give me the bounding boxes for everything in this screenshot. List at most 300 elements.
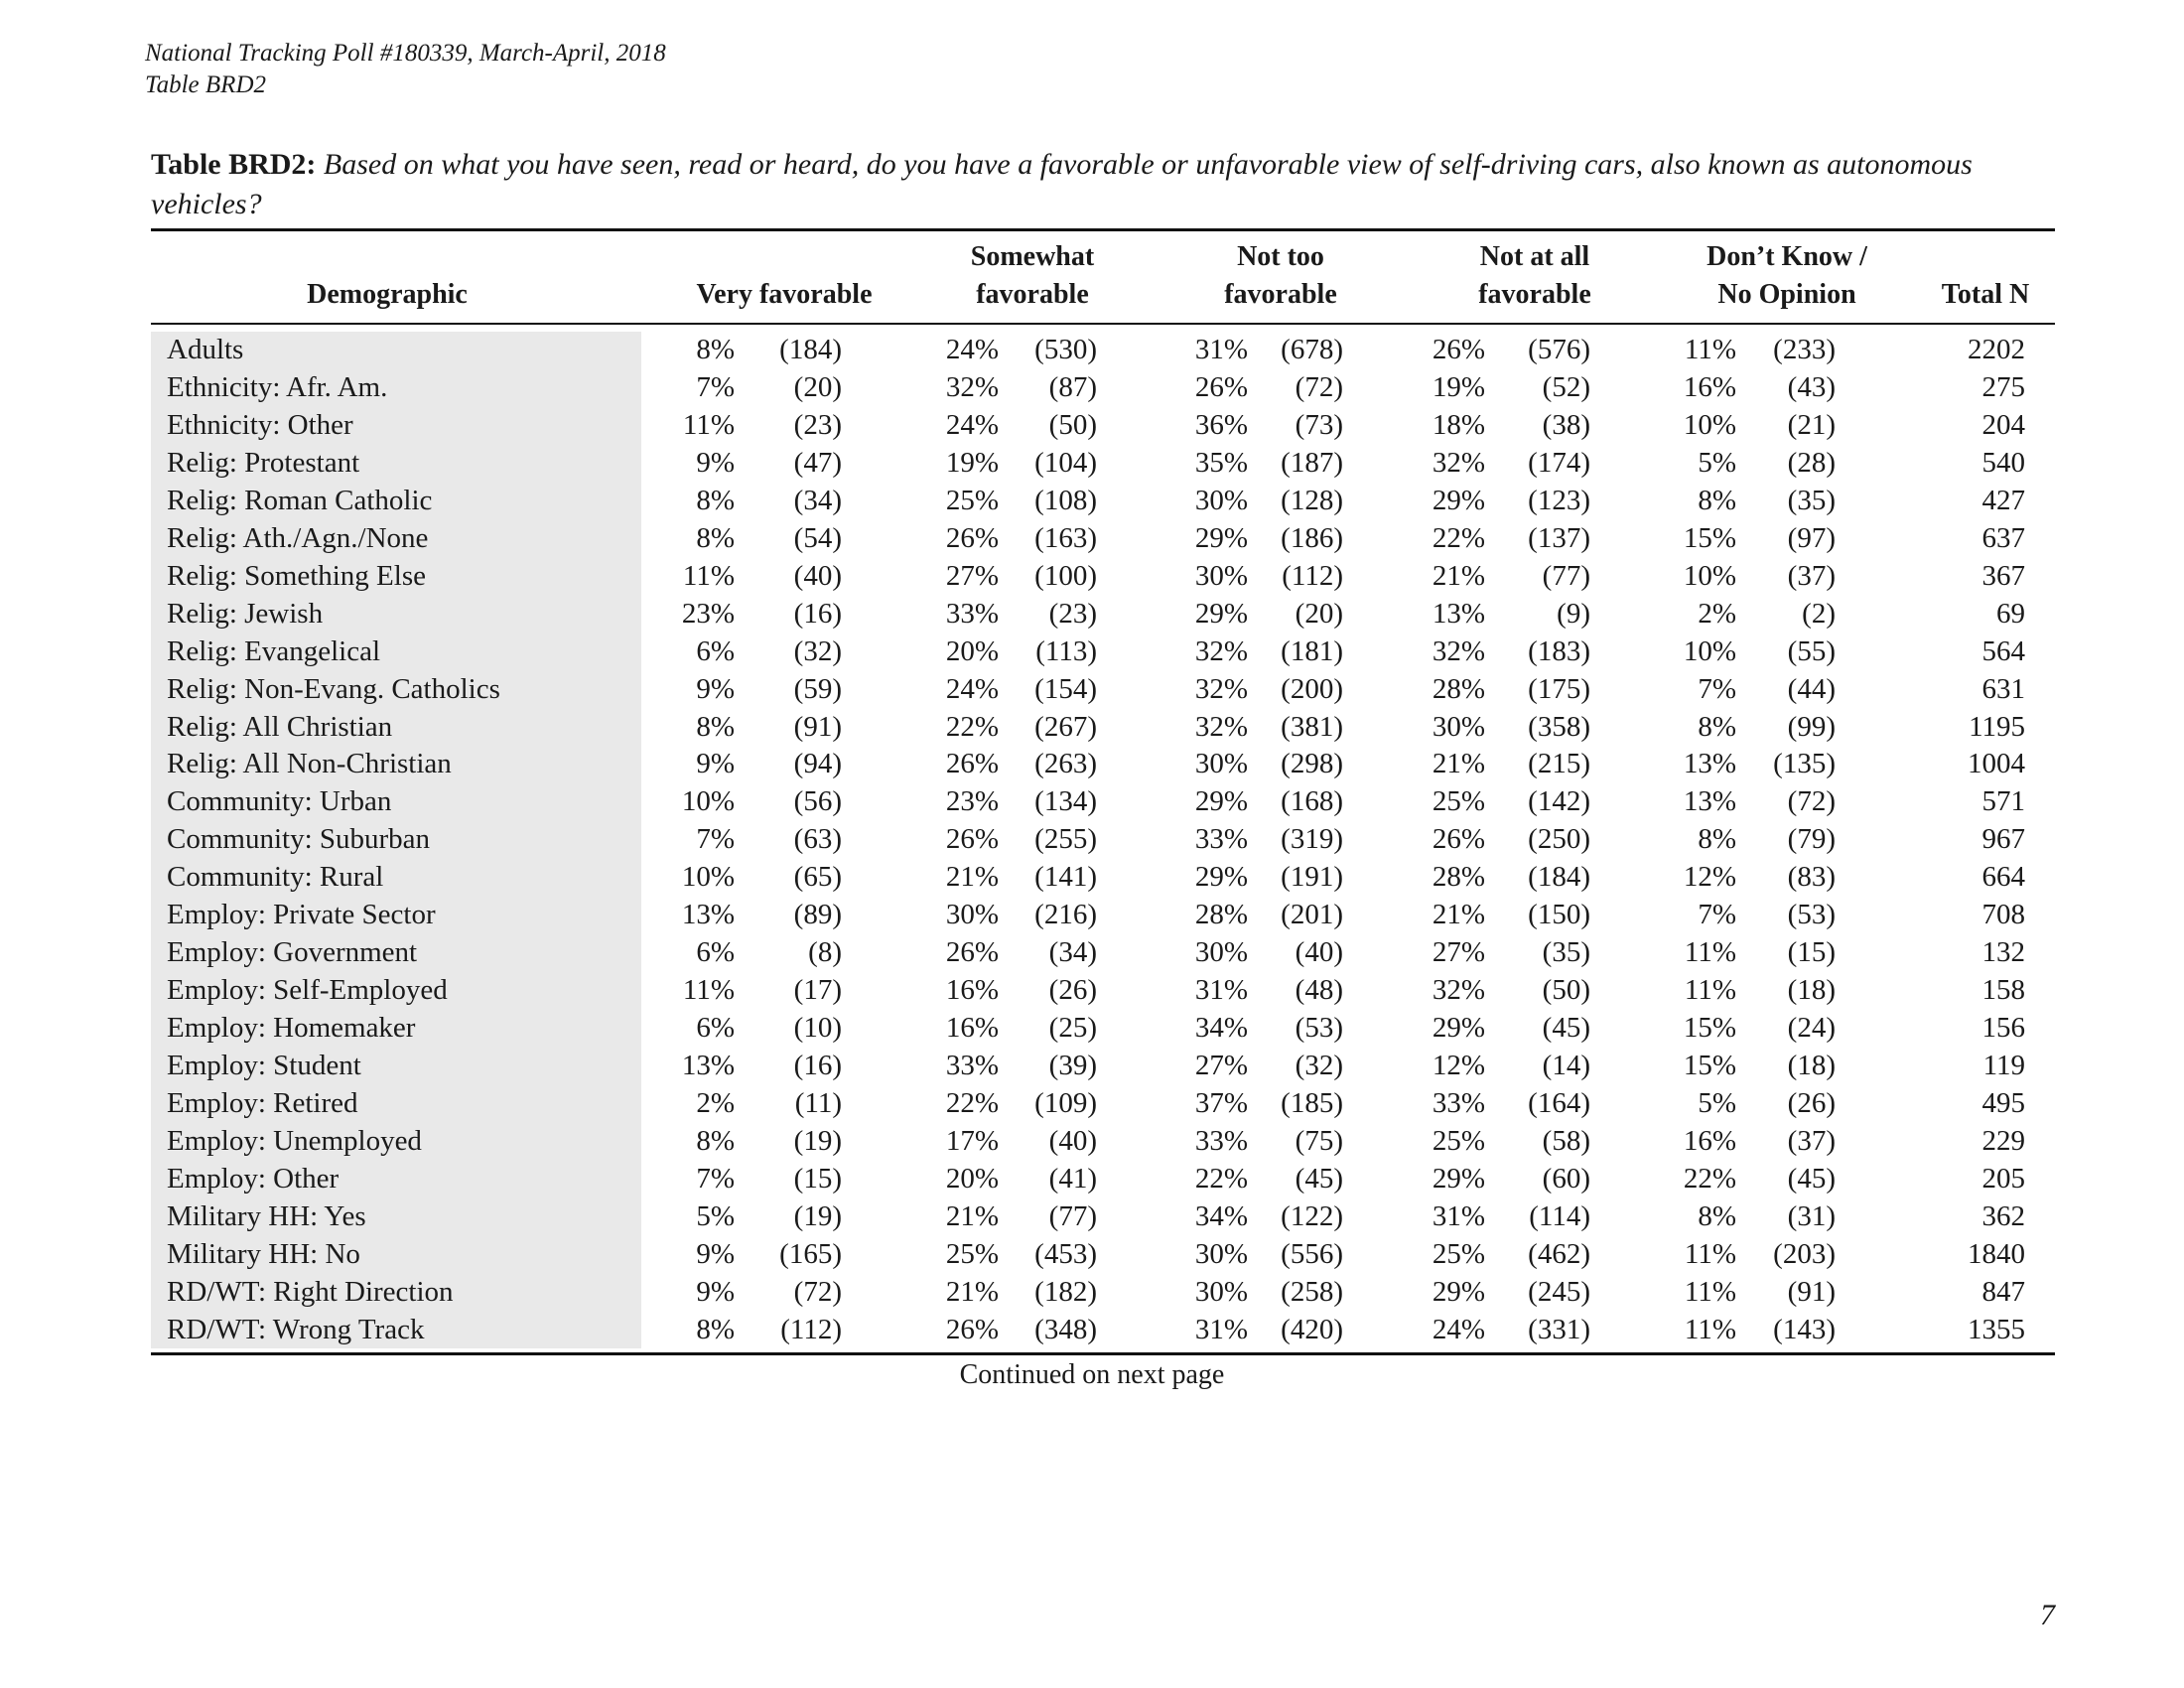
cell-count: (185) bbox=[1281, 1087, 1343, 1119]
cell-percent: 10% bbox=[1683, 559, 1736, 592]
cell-percent: 32% bbox=[1432, 446, 1485, 479]
cell-count: (154) bbox=[1034, 672, 1097, 705]
row-demographic-label: Community: Urban bbox=[167, 785, 392, 818]
cell-count: (24) bbox=[1787, 1012, 1836, 1045]
caption-question: Based on what you have seen, read or heard, do you have a favorable or unfavorable view of self-driving cars, also known as autonomous vehicles? bbox=[151, 148, 1973, 220]
cell-count: (23) bbox=[793, 408, 842, 441]
cell-percent: 36% bbox=[1194, 408, 1248, 441]
cell-count: (58) bbox=[1542, 1124, 1590, 1157]
cell-percent: 11% bbox=[1684, 334, 1736, 365]
cell-percent: 6% bbox=[696, 936, 735, 969]
cell-percent: 26% bbox=[945, 823, 999, 856]
row-demographic-label: Ethnicity: Other bbox=[167, 408, 353, 441]
cell-percent: 11% bbox=[1684, 1313, 1736, 1345]
cell-count: (28) bbox=[1787, 446, 1836, 479]
cell-count: (87) bbox=[1048, 370, 1097, 403]
cell-count: (556) bbox=[1281, 1237, 1343, 1270]
cell-percent: 7% bbox=[1698, 899, 1736, 931]
cell-percent: 27% bbox=[1432, 936, 1485, 969]
cell-percent: 27% bbox=[945, 559, 999, 592]
cell-percent: 23% bbox=[681, 597, 735, 630]
cell-count: (40) bbox=[793, 559, 842, 592]
table-row bbox=[0, 708, 2184, 746]
col-header-somewhat-favorable bbox=[913, 238, 1152, 314]
cell-count: (41) bbox=[1048, 1162, 1097, 1195]
cell-percent: 9% bbox=[696, 748, 735, 780]
row-demographic-label: Employ: Unemployed bbox=[167, 1124, 422, 1157]
table-row bbox=[0, 1084, 2184, 1122]
table-row bbox=[0, 331, 2184, 368]
cell-count: (14) bbox=[1542, 1050, 1590, 1082]
cell-count: (18) bbox=[1787, 1050, 1836, 1082]
cell-total-n: 367 bbox=[1981, 559, 2025, 592]
cell-percent: 32% bbox=[1194, 672, 1248, 705]
cell-percent: 30% bbox=[1194, 1275, 1248, 1308]
cell-percent: 24% bbox=[945, 672, 999, 705]
cell-count: (163) bbox=[1034, 521, 1097, 554]
row-demographic-label: Relig: Something Else bbox=[167, 559, 426, 592]
table-row bbox=[0, 1311, 2184, 1348]
cell-percent: 7% bbox=[696, 823, 735, 856]
col-header-line: favorable bbox=[976, 279, 1089, 310]
cell-percent: 22% bbox=[945, 1087, 999, 1119]
cell-count: (348) bbox=[1034, 1313, 1097, 1345]
cell-count: (2) bbox=[1802, 597, 1836, 630]
cell-count: (18) bbox=[1787, 974, 1836, 1007]
col-header-line: Somewhat bbox=[970, 241, 1095, 272]
cell-percent: 19% bbox=[945, 446, 999, 479]
cell-percent: 10% bbox=[681, 785, 735, 818]
col-header-line: favorable bbox=[1478, 279, 1591, 310]
cell-percent: 34% bbox=[1194, 1012, 1248, 1045]
cell-percent: 8% bbox=[696, 334, 735, 365]
col-header-line: Not too bbox=[1237, 241, 1324, 272]
cell-count: (137) bbox=[1528, 521, 1590, 554]
table-row bbox=[0, 896, 2184, 933]
top-rule bbox=[151, 228, 2055, 231]
cell-count: (258) bbox=[1281, 1275, 1343, 1308]
cell-count: (174) bbox=[1528, 446, 1590, 479]
row-demographic-label: Relig: All Christian bbox=[167, 710, 393, 743]
cell-percent: 16% bbox=[1683, 1124, 1736, 1157]
cell-count: (47) bbox=[793, 446, 842, 479]
table-row bbox=[0, 1235, 2184, 1273]
cell-percent: 13% bbox=[1683, 748, 1736, 780]
cell-percent: 11% bbox=[682, 974, 735, 1007]
cell-total-n: 204 bbox=[1981, 408, 2025, 441]
cell-count: (135) bbox=[1773, 748, 1836, 780]
cell-percent: 13% bbox=[681, 899, 735, 931]
cell-percent: 34% bbox=[1194, 1199, 1248, 1232]
cell-percent: 9% bbox=[696, 1275, 735, 1308]
cell-count: (143) bbox=[1773, 1313, 1836, 1345]
cell-percent: 18% bbox=[1432, 408, 1485, 441]
cell-total-n: 362 bbox=[1981, 1199, 2025, 1232]
header-rule bbox=[151, 323, 2055, 325]
cell-count: (19) bbox=[793, 1124, 842, 1157]
cell-percent: 29% bbox=[1194, 521, 1248, 554]
cell-percent: 9% bbox=[696, 1237, 735, 1270]
cell-count: (79) bbox=[1787, 823, 1836, 856]
cell-percent: 29% bbox=[1432, 1012, 1485, 1045]
row-demographic-label: Employ: Self-Employed bbox=[167, 974, 448, 1007]
cell-count: (91) bbox=[793, 710, 842, 743]
cell-percent: 29% bbox=[1432, 484, 1485, 516]
cell-count: (44) bbox=[1787, 672, 1836, 705]
cell-count: (20) bbox=[793, 370, 842, 403]
cell-percent: 23% bbox=[945, 785, 999, 818]
cell-count: (72) bbox=[793, 1275, 842, 1308]
row-demographic-label: Relig: All Non-Christian bbox=[167, 748, 452, 780]
cell-count: (267) bbox=[1034, 710, 1097, 743]
col-header-line: favorable bbox=[1224, 279, 1337, 310]
row-demographic-label: Relig: Ath./Agn./None bbox=[167, 521, 429, 554]
col-header-not-at-all-favorable bbox=[1416, 238, 1654, 314]
cell-count: (53) bbox=[1787, 899, 1836, 931]
cell-percent: 25% bbox=[1432, 1237, 1485, 1270]
row-demographic-label: RD/WT: Wrong Track bbox=[167, 1313, 425, 1345]
table-row bbox=[0, 557, 2184, 595]
cell-count: (245) bbox=[1528, 1275, 1590, 1308]
table-row bbox=[0, 933, 2184, 971]
cell-total-n: 631 bbox=[1981, 672, 2025, 705]
cell-percent: 8% bbox=[696, 710, 735, 743]
row-demographic-label: Employ: Other bbox=[167, 1162, 340, 1195]
cell-count: (186) bbox=[1281, 521, 1343, 554]
cell-percent: 33% bbox=[945, 1050, 999, 1082]
caption-label: Table BRD2: bbox=[151, 148, 317, 181]
cell-percent: 16% bbox=[1683, 370, 1736, 403]
cell-count: (97) bbox=[1787, 521, 1836, 554]
cell-percent: 11% bbox=[682, 559, 735, 592]
cell-percent: 30% bbox=[1194, 748, 1248, 780]
cell-count: (16) bbox=[793, 597, 842, 630]
cell-count: (181) bbox=[1281, 634, 1343, 667]
cell-count: (65) bbox=[793, 861, 842, 894]
cell-count: (576) bbox=[1528, 334, 1590, 365]
cell-count: (10) bbox=[793, 1012, 842, 1045]
cell-percent: 13% bbox=[1683, 785, 1736, 818]
cell-percent: 11% bbox=[682, 408, 735, 441]
cell-count: (17) bbox=[793, 974, 842, 1007]
cell-count: (112) bbox=[780, 1313, 842, 1345]
cell-count: (34) bbox=[1048, 936, 1097, 969]
cell-percent: 5% bbox=[1698, 1087, 1736, 1119]
cell-count: (37) bbox=[1787, 1124, 1836, 1157]
cell-count: (26) bbox=[1787, 1087, 1836, 1119]
cell-count: (55) bbox=[1787, 634, 1836, 667]
cell-count: (358) bbox=[1528, 710, 1590, 743]
cell-count: (72) bbox=[1787, 785, 1836, 818]
cell-count: (26) bbox=[1048, 974, 1097, 1007]
cell-percent: 16% bbox=[945, 974, 999, 1007]
cell-count: (113) bbox=[1035, 634, 1097, 667]
cell-percent: 31% bbox=[1194, 334, 1248, 365]
cell-percent: 22% bbox=[1683, 1162, 1736, 1195]
cell-count: (40) bbox=[1295, 936, 1343, 969]
cell-count: (43) bbox=[1787, 370, 1836, 403]
cell-percent: 6% bbox=[696, 1012, 735, 1045]
cell-count: (89) bbox=[793, 899, 842, 931]
cell-percent: 33% bbox=[1432, 1087, 1485, 1119]
cell-percent: 8% bbox=[1698, 1199, 1736, 1232]
cell-percent: 32% bbox=[1432, 634, 1485, 667]
table-row bbox=[0, 1160, 2184, 1197]
cell-percent: 31% bbox=[1194, 974, 1248, 1007]
cell-total-n: 637 bbox=[1981, 521, 2025, 554]
col-header-demographic: Demographic bbox=[307, 279, 468, 310]
cell-total-n: 158 bbox=[1981, 974, 2025, 1007]
col-header-not-too-favorable bbox=[1161, 238, 1400, 314]
cell-count: (381) bbox=[1281, 710, 1343, 743]
cell-total-n: 1840 bbox=[1968, 1237, 2025, 1270]
cell-total-n: 275 bbox=[1981, 370, 2025, 403]
cell-count: (23) bbox=[1048, 597, 1097, 630]
cell-count: (168) bbox=[1281, 785, 1343, 818]
cell-count: (50) bbox=[1048, 408, 1097, 441]
cell-percent: 24% bbox=[1432, 1313, 1485, 1345]
cell-count: (11) bbox=[794, 1087, 842, 1119]
cell-count: (77) bbox=[1048, 1199, 1097, 1232]
cell-count: (123) bbox=[1528, 484, 1590, 516]
cell-count: (94) bbox=[793, 748, 842, 780]
cell-percent: 32% bbox=[1194, 634, 1248, 667]
cell-percent: 26% bbox=[945, 748, 999, 780]
cell-percent: 2% bbox=[696, 1087, 735, 1119]
col-header-line: No Opinion bbox=[1717, 279, 1856, 310]
cell-percent: 22% bbox=[1194, 1162, 1248, 1195]
col-header-very-favorable: Very favorable bbox=[696, 279, 873, 310]
cell-count: (15) bbox=[1787, 936, 1836, 969]
row-demographic-label: Employ: Homemaker bbox=[167, 1012, 416, 1045]
cell-count: (165) bbox=[779, 1237, 842, 1270]
cell-percent: 11% bbox=[1684, 936, 1736, 969]
cell-percent: 28% bbox=[1194, 899, 1248, 931]
cell-total-n: 495 bbox=[1981, 1087, 2025, 1119]
cell-total-n: 1355 bbox=[1968, 1313, 2025, 1345]
row-demographic-label: Relig: Protestant bbox=[167, 446, 360, 479]
cell-percent: 7% bbox=[696, 1162, 735, 1195]
row-demographic-label: Relig: Evangelical bbox=[167, 634, 381, 667]
cell-percent: 25% bbox=[1432, 1124, 1485, 1157]
cell-total-n: 564 bbox=[1981, 634, 2025, 667]
cell-percent: 12% bbox=[1683, 861, 1736, 894]
cell-count: (122) bbox=[1281, 1199, 1343, 1232]
cell-percent: 30% bbox=[945, 899, 999, 931]
cell-total-n: 119 bbox=[1982, 1050, 2025, 1082]
cell-total-n: 69 bbox=[1996, 597, 2025, 630]
cell-percent: 8% bbox=[696, 484, 735, 516]
cell-count: (175) bbox=[1528, 672, 1590, 705]
cell-count: (128) bbox=[1281, 484, 1343, 516]
cell-percent: 24% bbox=[945, 334, 999, 365]
cell-count: (182) bbox=[1034, 1275, 1097, 1308]
cell-total-n: 427 bbox=[1981, 484, 2025, 516]
cell-count: (263) bbox=[1034, 748, 1097, 780]
cell-count: (34) bbox=[793, 484, 842, 516]
cell-count: (100) bbox=[1034, 559, 1097, 592]
cell-count: (8) bbox=[808, 936, 842, 969]
cell-count: (9) bbox=[1557, 597, 1590, 630]
poll-title: National Tracking Poll #180339, March-April, 2018 bbox=[145, 40, 666, 67]
cell-percent: 5% bbox=[1698, 446, 1736, 479]
cell-percent: 9% bbox=[696, 672, 735, 705]
cell-percent: 27% bbox=[1194, 1050, 1248, 1082]
row-demographic-label: Adults bbox=[167, 334, 244, 365]
row-demographic-label: Employ: Student bbox=[167, 1050, 361, 1082]
cell-count: (142) bbox=[1528, 785, 1590, 818]
col-header-line: Don’t Know / bbox=[1706, 241, 1867, 272]
table-row bbox=[0, 595, 2184, 633]
row-demographic-label: Military HH: Yes bbox=[167, 1199, 366, 1232]
col-header-line: Not at all bbox=[1479, 241, 1590, 272]
cell-total-n: 229 bbox=[1981, 1124, 2025, 1157]
table-row bbox=[0, 1047, 2184, 1084]
cell-percent: 11% bbox=[1684, 974, 1736, 1007]
cell-count: (462) bbox=[1528, 1237, 1590, 1270]
cell-percent: 32% bbox=[1194, 710, 1248, 743]
cell-total-n: 664 bbox=[1981, 861, 2025, 894]
cell-percent: 17% bbox=[945, 1124, 999, 1157]
table-row bbox=[0, 519, 2184, 557]
cell-percent: 32% bbox=[1432, 974, 1485, 1007]
cell-count: (20) bbox=[1295, 597, 1343, 630]
cell-count: (75) bbox=[1295, 1124, 1343, 1157]
cell-count: (331) bbox=[1528, 1313, 1590, 1345]
cell-percent: 8% bbox=[696, 1313, 735, 1345]
row-demographic-label: Employ: Retired bbox=[167, 1087, 358, 1119]
cell-percent: 10% bbox=[681, 861, 735, 894]
cell-percent: 30% bbox=[1194, 1237, 1248, 1270]
cell-percent: 31% bbox=[1194, 1313, 1248, 1345]
cell-percent: 5% bbox=[696, 1199, 735, 1232]
cell-count: (48) bbox=[1295, 974, 1343, 1007]
table-id: Table BRD2 bbox=[145, 71, 266, 98]
cell-percent: 19% bbox=[1432, 370, 1485, 403]
cell-count: (164) bbox=[1528, 1087, 1590, 1119]
table-row bbox=[0, 820, 2184, 858]
cell-count: (108) bbox=[1034, 484, 1097, 516]
cell-count: (184) bbox=[1528, 861, 1590, 894]
cell-count: (63) bbox=[793, 823, 842, 856]
cell-percent: 25% bbox=[945, 1237, 999, 1270]
cell-total-n: 2202 bbox=[1968, 334, 2025, 365]
cell-total-n: 1195 bbox=[1969, 710, 2025, 743]
cell-count: (319) bbox=[1281, 823, 1343, 856]
cell-percent: 30% bbox=[1194, 484, 1248, 516]
cell-percent: 9% bbox=[696, 446, 735, 479]
cell-percent: 37% bbox=[1194, 1087, 1248, 1119]
table-row bbox=[0, 1273, 2184, 1311]
cell-total-n: 205 bbox=[1981, 1162, 2025, 1195]
cell-count: (203) bbox=[1773, 1237, 1836, 1270]
cell-percent: 30% bbox=[1432, 710, 1485, 743]
cell-count: (530) bbox=[1034, 334, 1097, 365]
cell-count: (60) bbox=[1542, 1162, 1590, 1195]
cell-percent: 21% bbox=[1432, 559, 1485, 592]
cell-total-n: 967 bbox=[1981, 823, 2025, 856]
cell-percent: 13% bbox=[1432, 597, 1485, 630]
table-row bbox=[0, 368, 2184, 406]
cell-count: (191) bbox=[1281, 861, 1343, 894]
cell-count: (37) bbox=[1787, 559, 1836, 592]
cell-count: (19) bbox=[793, 1199, 842, 1232]
cell-count: (150) bbox=[1528, 899, 1590, 931]
cell-percent: 26% bbox=[1194, 370, 1248, 403]
cell-count: (72) bbox=[1295, 370, 1343, 403]
cell-count: (215) bbox=[1528, 748, 1590, 780]
cell-percent: 13% bbox=[681, 1050, 735, 1082]
cell-total-n: 540 bbox=[1981, 446, 2025, 479]
cell-percent: 8% bbox=[696, 521, 735, 554]
cell-count: (104) bbox=[1034, 446, 1097, 479]
cell-count: (184) bbox=[779, 334, 842, 365]
cell-percent: 22% bbox=[1432, 521, 1485, 554]
row-demographic-label: Employ: Private Sector bbox=[167, 899, 436, 931]
row-demographic-label: Relig: Roman Catholic bbox=[167, 484, 433, 516]
cell-percent: 29% bbox=[1432, 1162, 1485, 1195]
cell-count: (216) bbox=[1034, 899, 1097, 931]
table-row bbox=[0, 1009, 2184, 1047]
row-demographic-label: Ethnicity: Afr. Am. bbox=[167, 370, 388, 403]
cell-count: (183) bbox=[1528, 634, 1590, 667]
cell-percent: 11% bbox=[1684, 1275, 1736, 1308]
cell-percent: 31% bbox=[1432, 1199, 1485, 1232]
cell-count: (99) bbox=[1787, 710, 1836, 743]
cell-count: (52) bbox=[1542, 370, 1590, 403]
cell-percent: 33% bbox=[1194, 823, 1248, 856]
cell-count: (114) bbox=[1529, 1199, 1590, 1232]
cell-percent: 26% bbox=[945, 521, 999, 554]
cell-count: (45) bbox=[1295, 1162, 1343, 1195]
cell-percent: 10% bbox=[1683, 634, 1736, 667]
cell-count: (109) bbox=[1034, 1087, 1097, 1119]
cell-percent: 33% bbox=[1194, 1124, 1248, 1157]
cell-count: (45) bbox=[1787, 1162, 1836, 1195]
cell-count: (56) bbox=[793, 785, 842, 818]
cell-percent: 16% bbox=[945, 1012, 999, 1045]
cell-total-n: 1004 bbox=[1968, 748, 2025, 780]
row-demographic-label: Community: Suburban bbox=[167, 823, 431, 856]
cell-total-n: 156 bbox=[1981, 1012, 2025, 1045]
cell-count: (201) bbox=[1281, 899, 1343, 931]
cell-count: (233) bbox=[1773, 334, 1836, 365]
cell-percent: 8% bbox=[1698, 484, 1736, 516]
row-demographic-label: Relig: Jewish bbox=[167, 597, 324, 630]
cell-percent: 8% bbox=[1698, 710, 1736, 743]
cell-percent: 8% bbox=[1698, 823, 1736, 856]
cell-percent: 28% bbox=[1432, 672, 1485, 705]
cell-percent: 21% bbox=[945, 1199, 999, 1232]
cell-percent: 26% bbox=[945, 936, 999, 969]
cell-percent: 2% bbox=[1698, 597, 1736, 630]
table-row bbox=[0, 670, 2184, 708]
cell-percent: 21% bbox=[945, 861, 999, 894]
page-number: 7 bbox=[2040, 1599, 2055, 1631]
cell-count: (40) bbox=[1048, 1124, 1097, 1157]
cell-count: (35) bbox=[1542, 936, 1590, 969]
cell-count: (91) bbox=[1787, 1275, 1836, 1308]
cell-count: (200) bbox=[1281, 672, 1343, 705]
cell-count: (298) bbox=[1281, 748, 1343, 780]
cell-percent: 8% bbox=[696, 1124, 735, 1157]
cell-percent: 15% bbox=[1683, 1012, 1736, 1045]
cell-percent: 30% bbox=[1194, 936, 1248, 969]
cell-percent: 32% bbox=[945, 370, 999, 403]
cell-count: (45) bbox=[1542, 1012, 1590, 1045]
cell-percent: 28% bbox=[1432, 861, 1485, 894]
cell-count: (31) bbox=[1787, 1199, 1836, 1232]
